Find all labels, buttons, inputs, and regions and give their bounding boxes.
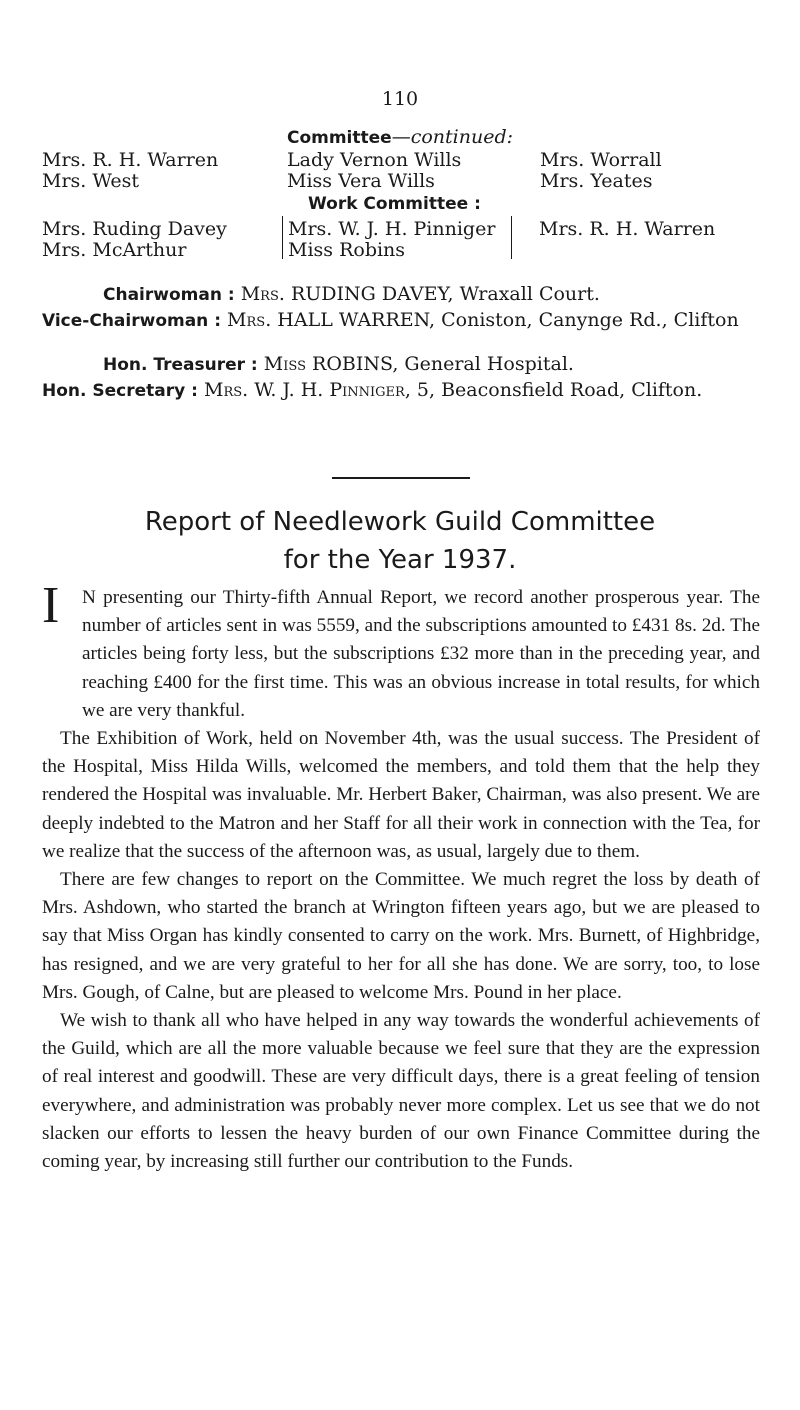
officer-prefix: Mrs. — [240, 283, 285, 305]
vice-chairwoman-line — [42, 309, 739, 331]
officer-prefix: Mrs. — [227, 309, 272, 331]
committee-heading — [0, 126, 800, 148]
report-paragraph: N presenting our Thirty-fifth Annual Report, we record another prosperous year. The number of articles sent in was 5559, and the subscriptions amounted to £431 8s. 2d. The articles being forty less, but the subscriptions £32 more than in the preceding year, and reaching £400 for the first time. This was an obvious increase in total results, for which we are very thankful. — [82, 587, 760, 721]
officer-name: HALL WARREN, Coniston, Canynge Rd., Clifton — [277, 309, 739, 331]
secretary-line — [42, 379, 702, 401]
committee-member: Mrs. West — [42, 170, 139, 192]
first-paragraph — [42, 577, 760, 725]
committee-member: Lady Vernon Wills — [287, 149, 462, 171]
work-committee-member: Miss Robins — [288, 239, 406, 261]
chairwoman-line — [103, 283, 600, 305]
report-body — [42, 577, 760, 1176]
report-paragraph: The Exhibition of Work, held on November 4th, was the usual success. The President of the Hospital, Miss Hilda Wills, welcomed the members, and told them that the help they rendered the Hospital was invaluable. Mr. Herbert Baker, Chairman, was also present. We are deeply indebted to the Matron and her Staff for all their work in connection with the Tea, for we realize that the success of the afternoon was, as usual, largely due to them. — [42, 728, 760, 862]
work-committee-member: Mrs. R. H. Warren — [539, 218, 716, 240]
divider-rule — [332, 477, 470, 479]
officer-prefix: Mrs. W. J. H. Pinniger, — [203, 379, 411, 401]
work-committee-member: Mrs. McArthur — [42, 239, 187, 261]
work-committee-member: Mrs. W. J. H. Pinniger — [288, 218, 496, 240]
report-title-line: Report of Needlework Guild Committee — [144, 507, 656, 537]
treasurer-line — [103, 353, 574, 375]
officer-role: Vice-Chairwoman : — [42, 311, 221, 331]
report-title — [0, 503, 800, 579]
officer-role: Hon. Secretary : — [42, 381, 198, 401]
committee-continued: —continued: — [391, 126, 514, 148]
officer-prefix: Miss — [263, 353, 306, 375]
page-number: 110 — [381, 88, 419, 110]
report-title-line: for the Year 1937. — [283, 545, 517, 575]
report-paragraph: We wish to thank all who have helped in any way towards the wonderful achievements of the Guild, which are all the more valuable because we feel sure that they are the expression of real interest and goodwill. These are very difficult days, there is a great feeling of tension everywhere, and administration was probably never more complex. Let us see that we do not slacken our efforts to lessen the heavy burden of our own Finance Committee during the coming year, by increasing still further our contribution to the Funds. — [42, 1010, 760, 1173]
committee-label: Committee — [286, 128, 392, 148]
work-committee-title: Work Committee : — [308, 194, 481, 214]
officer-name: ROBINS, General Hospital. — [312, 353, 574, 375]
report-paragraph: There are few changes to report on the Committee. We much regret the loss by death of Mrs. Ashdown, who started the branch at Wrington fifteen years ago, but we are pleased to say that Miss Organ has kindly consented to carry on the work. Mrs. Burnett, of Highbridge, has resigned, and we are very grateful to her for all she has done. We are sorry, too, to lose Mrs. Gough, of Calne, but are pleased to welcome Mrs. Pound in her place. — [42, 869, 760, 1003]
committee-member: Mrs. Worrall — [540, 149, 662, 171]
officer-name: RUDING DAVEY, Wraxall Court. — [290, 283, 600, 305]
committee-member: Mrs. R. H. Warren — [42, 149, 219, 171]
officer-name: 5, Beaconsfield Road, Clifton. — [416, 379, 703, 401]
officer-role: Hon. Treasurer : — [103, 355, 258, 375]
officer-role: Chairwoman : — [103, 285, 235, 305]
work-committee-member: Mrs. Ruding Davey — [42, 218, 227, 240]
drop-cap: I — [42, 577, 60, 634]
committee-member: Miss Vera Wills — [287, 170, 435, 192]
committee-member: Mrs. Yeates — [540, 170, 653, 192]
